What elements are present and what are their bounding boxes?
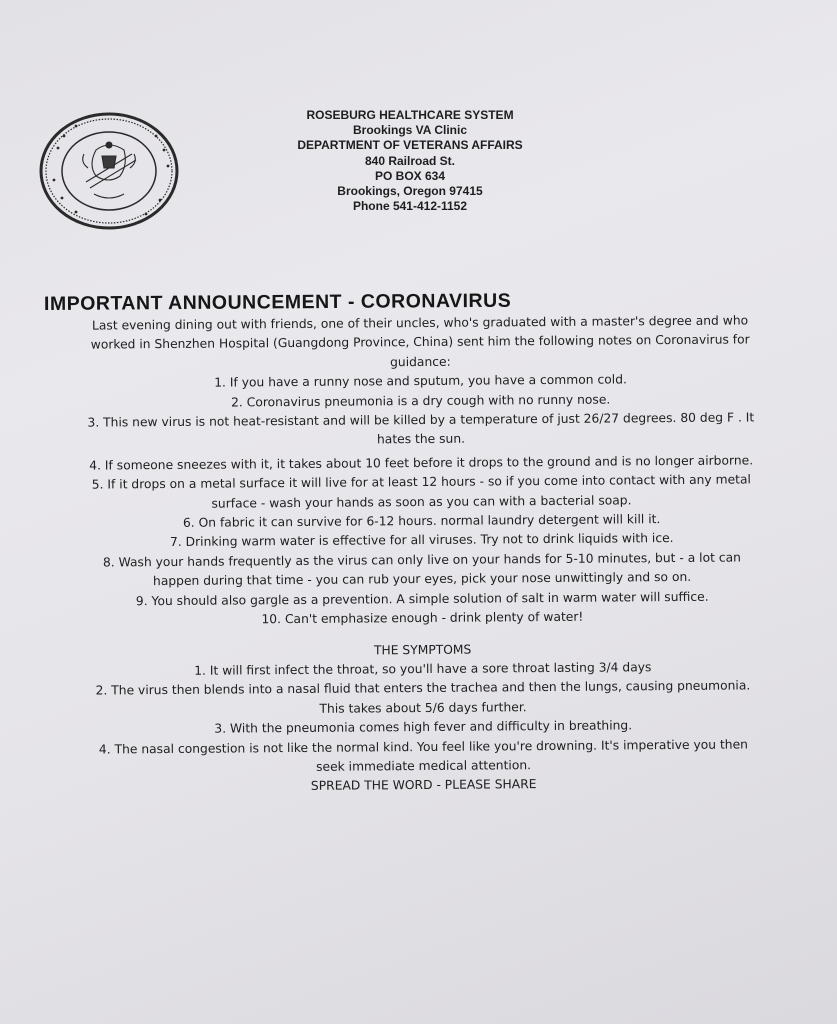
organization-name: ROSEBURG HEALTHCARE SYSTEM	[306, 108, 514, 122]
va-department-seal-icon	[36, 110, 182, 232]
announcement-body	[40, 311, 804, 799]
symptom-item: 4. The nasal congestion is not like the normal kind. You feel like you're drowning. It's imperative you then	[98, 736, 748, 757]
note-item: 6. On fabric it can survive for 6-12 hours. normal laundry detergent will kill it.	[182, 512, 661, 530]
note-item: 4. If someone sneezes with it, it takes about 10 feet before it drops to the ground and is no longer airborne.	[89, 453, 754, 473]
page-title: IMPORTANT ANNOUNCEMENT - CORONAVIRUS	[43, 289, 512, 315]
symptoms-heading: THE SYMPTOMS	[373, 642, 472, 657]
phone-number: Phone 541-412-1152	[352, 199, 468, 214]
note-item: 1. If you have a runny nose and sputum, you have a common cold.	[214, 372, 627, 390]
letterhead	[250, 108, 570, 214]
note-item: 10. Can't emphasize enough - drink plenty of water!	[261, 609, 584, 627]
note-item: 2. Coronavirus pneumonia is a dry cough with no runny nose.	[231, 392, 611, 410]
symptom-item-continued: This takes about 5/6 days further.	[319, 699, 527, 716]
note-item-continued: hates the sun.	[376, 432, 466, 447]
symptom-item: 3. With the pneumonia comes high fever and difficulty in breathing.	[214, 718, 633, 736]
symptom-item: 1. It will first infect the throat, so you'll have a sore throat lasting 3/4 days	[194, 660, 652, 678]
city-state-zip: Brookings, Oregon 97415	[337, 184, 483, 199]
symptom-item-continued: seek immediate medical attention.	[316, 758, 532, 774]
note-item: 5. If it drops on a metal surface it will live for at least 12 hours - so if you come into contact with any metal	[91, 472, 751, 492]
symptom-item: 2. The virus then blends into a nasal fluid that enters the trachea and then the lungs, causing pneumonia.	[95, 678, 751, 698]
note-item: 9. You should also gargle as a prevention. A simple solution of salt in warm water will suffice.	[135, 589, 709, 608]
intro-line: worked in Shenzhen Hospital (Guangdong Province, China) sent him the following notes on Coronavirus for	[90, 332, 750, 352]
note-item: 7. Drinking warm water is effective for all viruses. Try not to drink liquids with ice.	[169, 531, 674, 550]
note-item: 3. This new virus is not heat-resistant and will be killed by a temperature of just 26/27 degrees. 80 deg F . It	[87, 410, 755, 430]
footer-call-to-action: SPREAD THE WORD - PLEASE SHARE	[310, 777, 537, 794]
clinic-name: Brookings VA Clinic	[352, 123, 467, 138]
street-address: 840 Railroad St.	[364, 153, 456, 168]
department-name: DEPARTMENT OF VETERANS AFFAIRS	[297, 138, 523, 153]
note-item-continued: happen during that time - you can rub your eyes, pick your nose unwittingly and so on.	[152, 570, 692, 589]
intro-line: guidance:	[390, 354, 451, 370]
note-item-continued: surface - wash your hands as soon as you can with a bacterial soap.	[211, 493, 632, 511]
intro-line: Last evening dining out with friends, one of their uncles, who's graduated with a master's degree and who	[91, 313, 749, 333]
note-item: 8. Wash your hands frequently as the virus can only live on your hands for 5-10 minutes, but - a lot can	[102, 550, 741, 570]
po-box: PO BOX 634	[374, 168, 446, 183]
